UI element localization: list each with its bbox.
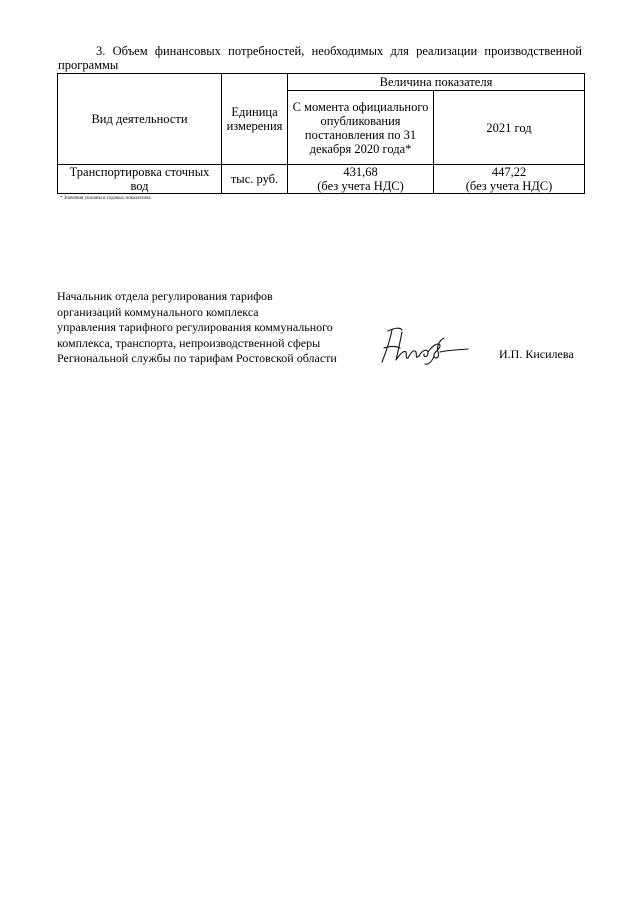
value-2-note: (без учета НДС) <box>465 179 553 193</box>
signatory-title-line: организаций коммунального комплекса <box>57 304 259 319</box>
cell-unit: тыс. руб. <box>222 165 288 194</box>
header-period-1: С момента официального опубликования постановления по 31 декабря 2020 года* <box>288 91 434 165</box>
header-activity: Вид деятельности <box>58 74 222 165</box>
header-period-2: 2021 год <box>434 91 585 165</box>
value-1-amount: 431,68 <box>343 165 378 179</box>
header-value-group: Величина показателя <box>288 74 585 91</box>
footnote: * Значения указаны в годовых показателях <box>60 196 152 201</box>
signatory-name: И.П. Кисилева <box>499 347 574 361</box>
signatory-title-line: Региональной службы по тарифам Ростовской области <box>57 351 337 365</box>
signatory-title-line: управления тарифного регулирования коммунального <box>57 320 333 334</box>
signatory-title-line: комплекса, транспорта, непроизводственной сферы <box>57 335 321 350</box>
header-unit: Единица измерения <box>222 74 288 165</box>
financial-needs-table <box>57 73 585 194</box>
table-header-row <box>58 74 585 91</box>
cell-value-1 <box>288 165 434 194</box>
value-1-note: (без учета НДС) <box>317 179 404 193</box>
handwritten-signature <box>378 322 470 366</box>
cell-value-2 <box>434 165 585 194</box>
cell-activity: Транспортировка сточных вод <box>58 165 222 194</box>
value-2-amount: 447,22 <box>491 165 527 179</box>
signatory-title <box>57 289 337 367</box>
signatory-title-line: Начальник отдела регулирования тарифов <box>57 289 273 303</box>
section-heading: 3. Объем финансовых потребностей, необходимых для реализации производственной программы <box>58 44 582 72</box>
table-row <box>58 165 585 194</box>
